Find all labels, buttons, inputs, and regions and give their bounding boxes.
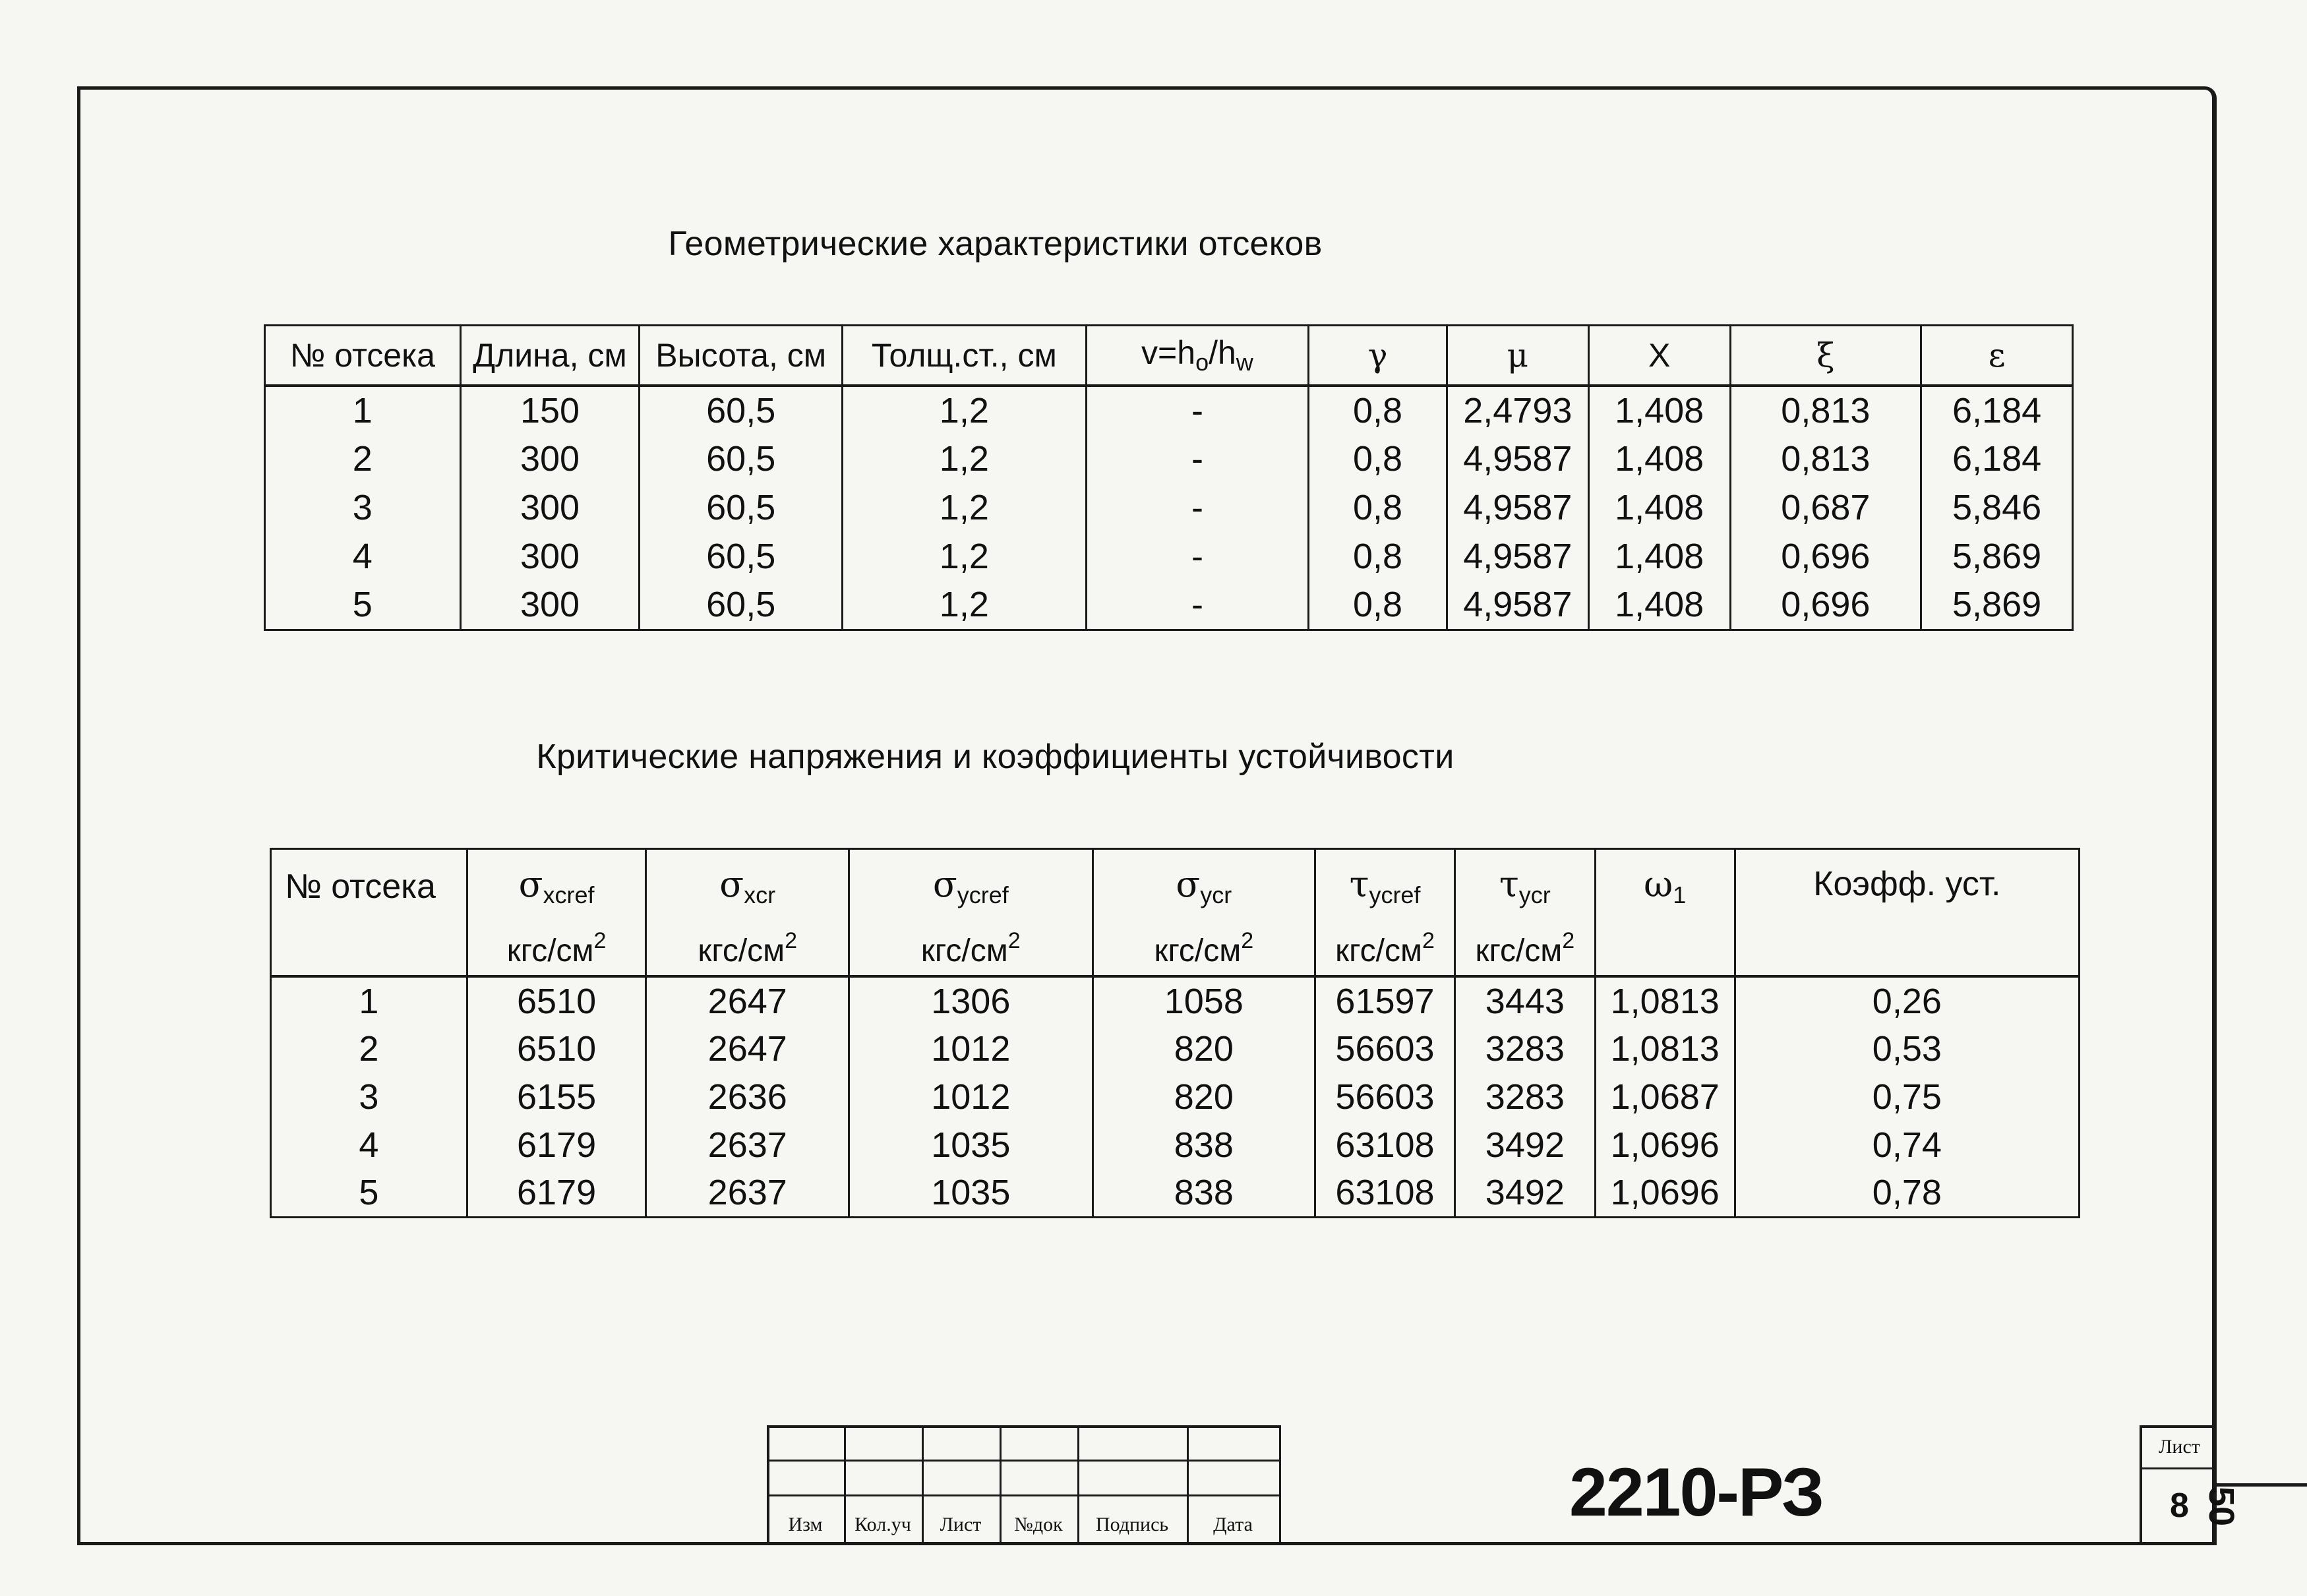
cell-stability-coeff: 0,26 xyxy=(1735,976,2079,1024)
drawing-frame xyxy=(77,86,2217,1545)
table-row xyxy=(271,1121,2080,1169)
cell-tau-ycref: 56603 xyxy=(1315,1024,1455,1073)
col-header-sigma-ycref: $\sigma_{ycref}$ кгс/$см^2$ xyxy=(849,849,1093,977)
cell-sigma-ycr: 838 xyxy=(1093,1121,1315,1169)
cell-sigma-ycr: 820 xyxy=(1093,1073,1315,1121)
cell-x: 1,408 xyxy=(1588,434,1730,483)
col-header-height: Высота, см xyxy=(640,326,843,386)
cell-height: 60,5 xyxy=(640,532,843,581)
cell-mu: 4,9587 xyxy=(1447,581,1588,630)
col-header-ratio: $v=h_o/h_w$ xyxy=(1086,326,1309,386)
table-row xyxy=(265,483,2073,532)
cell-sigma-xcref: 6179 xyxy=(467,1121,646,1169)
cell-omega: 1,0813 xyxy=(1595,1024,1735,1073)
cell-number: 2 xyxy=(265,434,461,483)
cell-sigma-ycref: 1306 xyxy=(849,976,1093,1024)
table1-title: Геометрические характеристики отсеков xyxy=(668,225,1323,263)
cell-number: 5 xyxy=(271,1169,467,1217)
table2-title: Критические напряжения и коэффициенты устойчивости xyxy=(536,738,1454,776)
cell-sigma-xcref: 6179 xyxy=(467,1169,646,1217)
cell-length: 300 xyxy=(460,581,640,630)
cell-number: 1 xyxy=(271,976,467,1024)
cell-tau-ycr: 3283 xyxy=(1454,1024,1595,1073)
cell-number: 5 xyxy=(265,581,461,630)
cell-omega: 1,0813 xyxy=(1595,976,1735,1024)
col-header-sigma-xcr: $\sigma_{xcr}$ кгс/$см^2$ xyxy=(646,849,849,977)
cell-thickness: 1,2 xyxy=(843,434,1087,483)
cell-tau-ycr: 3492 xyxy=(1454,1169,1595,1217)
cell-x: 1,408 xyxy=(1588,581,1730,630)
cell-sigma-xcref: 6510 xyxy=(467,1024,646,1073)
geometry-table xyxy=(264,324,2074,631)
cell-thickness: 1,2 xyxy=(843,483,1087,532)
cell-height: 60,5 xyxy=(640,483,843,532)
critical-stress-table xyxy=(270,848,2080,1218)
cell-tau-ycr: 3492 xyxy=(1454,1121,1595,1169)
cell-sigma-xcr: 2647 xyxy=(646,1024,849,1073)
cell-omega: 1,0696 xyxy=(1595,1121,1735,1169)
table-row xyxy=(265,386,2073,434)
cell-ratio: - xyxy=(1086,386,1309,434)
cell-number: 2 xyxy=(271,1024,467,1073)
stamp-label-date: Дата xyxy=(1213,1514,1253,1535)
cell-epsilon: 6,184 xyxy=(1921,434,2073,483)
sheet-number: 8 xyxy=(2170,1487,2189,1525)
cell-length: 300 xyxy=(460,434,640,483)
cell-gamma: 0,8 xyxy=(1309,386,1447,434)
table-row xyxy=(271,1073,2080,1121)
table-row xyxy=(271,976,2080,1024)
cell-number: 3 xyxy=(265,483,461,532)
table-row xyxy=(265,581,2073,630)
document-number: 2210-РЗ xyxy=(1569,1454,1824,1531)
cell-stability-coeff: 0,74 xyxy=(1735,1121,2079,1169)
side-mark: 50 xyxy=(2202,1487,2241,1527)
cell-thickness: 1,2 xyxy=(843,532,1087,581)
cell-tau-ycref: 63108 xyxy=(1315,1169,1455,1217)
cell-sigma-ycref: 1012 xyxy=(849,1024,1093,1073)
col-header-gamma: γ xyxy=(1309,326,1447,386)
table-header-row xyxy=(271,849,2080,977)
cell-stability-coeff: 0,75 xyxy=(1735,1073,2079,1121)
cell-mu: 4,9587 xyxy=(1447,434,1588,483)
table-row xyxy=(271,1169,2080,1217)
cell-epsilon: 5,846 xyxy=(1921,483,2073,532)
cell-xi: 0,696 xyxy=(1730,532,1921,581)
col-header-tau-ycr: $\tau_{ycr}$ кгс/$см^2$ xyxy=(1454,849,1595,977)
cell-sigma-ycr: 838 xyxy=(1093,1169,1315,1217)
cell-sigma-ycref: 1012 xyxy=(849,1073,1093,1121)
cell-xi: 0,813 xyxy=(1730,386,1921,434)
cell-omega: 1,0687 xyxy=(1595,1073,1735,1121)
cell-tau-ycref: 63108 xyxy=(1315,1121,1455,1169)
cell-xi: 0,696 xyxy=(1730,581,1921,630)
cell-epsilon: 5,869 xyxy=(1921,581,2073,630)
stamp-label-change: Изм xyxy=(788,1514,823,1535)
cell-number: 4 xyxy=(265,532,461,581)
sheet-box xyxy=(2140,1425,2217,1545)
cell-tau-ycref: 56603 xyxy=(1315,1073,1455,1121)
cell-tau-ycref: 61597 xyxy=(1315,976,1455,1024)
col-header-thickness: Толщ.ст., см xyxy=(843,326,1087,386)
cell-ratio: - xyxy=(1086,434,1309,483)
title-block xyxy=(767,1425,2217,1545)
cell-epsilon: 5,869 xyxy=(1921,532,2073,581)
col-header-omega: $\omega_1$ xyxy=(1595,849,1735,977)
table-header-row xyxy=(265,326,2073,386)
cell-length: 300 xyxy=(460,483,640,532)
cell-mu: 4,9587 xyxy=(1447,483,1588,532)
stamp-label-sheet: Лист xyxy=(940,1514,982,1535)
cell-gamma: 0,8 xyxy=(1309,434,1447,483)
stamp-label-count: Кол.уч xyxy=(854,1514,911,1535)
col-header-mu: μ xyxy=(1447,326,1588,386)
cell-sigma-xcref: 6155 xyxy=(467,1073,646,1121)
cell-sigma-xcref: 6510 xyxy=(467,976,646,1024)
cell-height: 60,5 xyxy=(640,386,843,434)
cell-sigma-xcr: 2636 xyxy=(646,1073,849,1121)
cell-gamma: 0,8 xyxy=(1309,532,1447,581)
cell-omega: 1,0696 xyxy=(1595,1169,1735,1217)
table-row xyxy=(265,532,2073,581)
cell-sigma-ycr: 820 xyxy=(1093,1024,1315,1073)
cell-sigma-ycref: 1035 xyxy=(849,1169,1093,1217)
cell-mu: 2,4793 xyxy=(1447,386,1588,434)
cell-gamma: 0,8 xyxy=(1309,483,1447,532)
cell-xi: 0,687 xyxy=(1730,483,1921,532)
table-row xyxy=(265,434,2073,483)
cell-stability-coeff: 0,53 xyxy=(1735,1024,2079,1073)
cell-number: 4 xyxy=(271,1121,467,1169)
cell-height: 60,5 xyxy=(640,581,843,630)
cell-epsilon: 6,184 xyxy=(1921,386,2073,434)
cell-x: 1,408 xyxy=(1588,483,1730,532)
cell-x: 1,408 xyxy=(1588,532,1730,581)
col-header-x: X xyxy=(1588,326,1730,386)
cell-mu: 4,9587 xyxy=(1447,532,1588,581)
cell-sigma-xcr: 2637 xyxy=(646,1121,849,1169)
cell-tau-ycr: 3443 xyxy=(1454,976,1595,1024)
cell-stability-coeff: 0,78 xyxy=(1735,1169,2079,1217)
col-header-sigma-xcref: $\sigma_{xcref}$ кгс/$см^2$ xyxy=(467,849,646,977)
cell-gamma: 0,8 xyxy=(1309,581,1447,630)
col-header-sigma-ycr: $\sigma_{ycr}$ кгс/$см^2$ xyxy=(1093,849,1315,977)
cell-thickness: 1,2 xyxy=(843,386,1087,434)
cell-tau-ycr: 3283 xyxy=(1454,1073,1595,1121)
stamp-label-docno: №док xyxy=(1014,1514,1063,1535)
cell-length: 150 xyxy=(460,386,640,434)
cell-sigma-ycr: 1058 xyxy=(1093,976,1315,1024)
col-header-length: Длина, см xyxy=(460,326,640,386)
sheet-caption: Лист xyxy=(2159,1436,2200,1458)
cell-x: 1,408 xyxy=(1588,386,1730,434)
col-header-xi: ξ xyxy=(1730,326,1921,386)
col-header-stability-coeff: Коэфф. уст. xyxy=(1735,849,2079,977)
cell-ratio: - xyxy=(1086,532,1309,581)
cell-height: 60,5 xyxy=(640,434,843,483)
col-header-epsilon: ε xyxy=(1921,326,2073,386)
cell-ratio: - xyxy=(1086,581,1309,630)
table-row xyxy=(271,1024,2080,1073)
cell-xi: 0,813 xyxy=(1730,434,1921,483)
cell-thickness: 1,2 xyxy=(843,581,1087,630)
cell-sigma-ycref: 1035 xyxy=(849,1121,1093,1169)
col-header-number: № отсека xyxy=(271,849,467,977)
cell-number: 3 xyxy=(271,1073,467,1121)
cell-length: 300 xyxy=(460,532,640,581)
stamp-label-signature: Подпись xyxy=(1095,1514,1169,1535)
cell-sigma-xcr: 2647 xyxy=(646,976,849,1024)
cell-ratio: - xyxy=(1086,483,1309,532)
col-header-number: № отсека xyxy=(265,326,461,386)
cell-sigma-xcr: 2637 xyxy=(646,1169,849,1217)
col-header-tau-ycref: $\tau_{ycref}$ кгс/$см^2$ xyxy=(1315,849,1455,977)
cell-number: 1 xyxy=(265,386,461,434)
